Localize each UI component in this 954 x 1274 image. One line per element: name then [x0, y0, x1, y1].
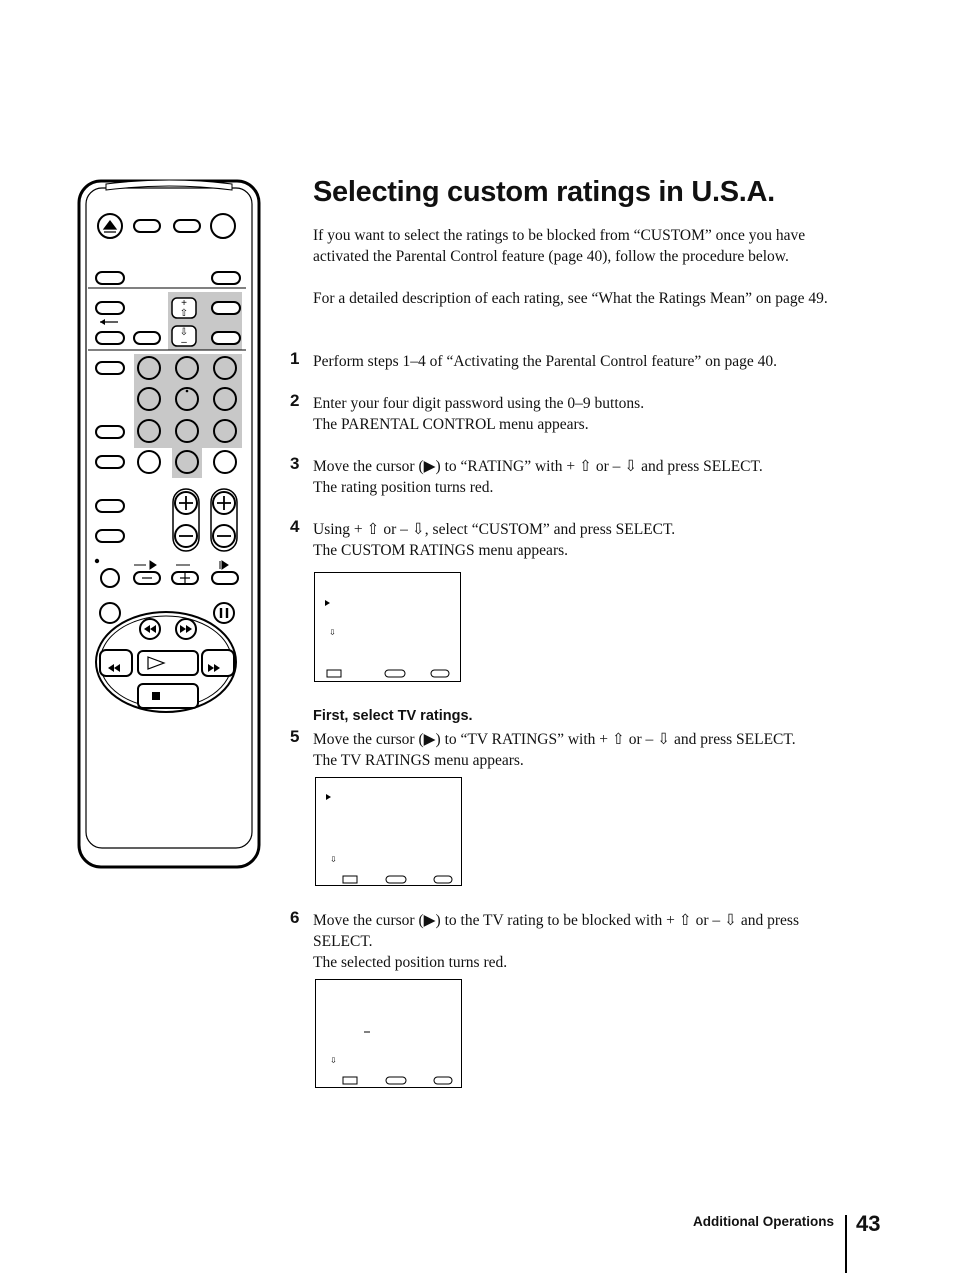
- step-4-text: Using + ⇧ or – ⇩, select “CUSTOM” and press SELECT.: [313, 521, 676, 538]
- screen-glyphs: [316, 778, 461, 885]
- step-1-text: Perform steps 1–4 of “Activating the Parental Control feature” on page 40.: [313, 353, 778, 370]
- page-number: 43: [856, 1211, 881, 1236]
- screen-glyphs: [315, 573, 460, 681]
- step-4-number: 4: [290, 517, 300, 536]
- tv-ratings-menu-screen: [315, 777, 462, 886]
- intro-paragraph-2: For a detailed description of each rating, see “What the Ratings Mean” on page 49.: [313, 290, 828, 307]
- svg-text:⇩: ⇩: [330, 855, 337, 864]
- svg-text:–: –: [181, 337, 187, 348]
- step-2-text: Enter your four digit password using the 0–9 buttons.: [313, 395, 645, 412]
- step-6-number: 6: [290, 908, 300, 927]
- svg-text:+: +: [181, 298, 187, 309]
- step-2-result: The PARENTAL CONTROL menu appears.: [313, 416, 589, 433]
- step-3-text: Move the cursor (▶) to “RATING” with + ⇧ or – ⇩ and press SELECT.: [313, 458, 763, 475]
- step-5-number: 5: [290, 727, 300, 746]
- step-1-number: 1: [290, 349, 300, 368]
- step-5-text: Move the cursor (▶) to “TV RATINGS” with + ⇧ or – ⇩ and press SELECT.: [313, 731, 796, 748]
- footer-divider: [845, 1215, 847, 1273]
- tv-ratings-selected-screen: [315, 979, 462, 1088]
- page-title: Selecting custom ratings in U.S.A.: [313, 176, 775, 208]
- svg-text:⇧: ⇧: [179, 308, 189, 319]
- step-2-number: 2: [290, 391, 300, 410]
- step-3-result: The rating position turns red.: [313, 479, 494, 496]
- step-6-text: Move the cursor (▶) to the TV rating to be blocked with + ⇧ or – ⇩ and press SELECT.: [313, 912, 799, 950]
- section-label: Additional Operations: [692, 1214, 834, 1229]
- intro-paragraph-1: If you want to select the ratings to be blocked from “CUSTOM” once you have activated the Parental Control feature (page 40), follow the procedure below.: [313, 227, 806, 265]
- remote-control-illustration: [76, 178, 262, 870]
- step-5-result: The TV RATINGS menu appears.: [313, 752, 524, 769]
- step-4-result: The CUSTOM RATINGS menu appears.: [313, 542, 569, 559]
- subheading-first-select-tv-ratings: First, select TV ratings.: [313, 708, 473, 724]
- svg-text:⇩: ⇩: [330, 1056, 337, 1065]
- screen-glyphs: [316, 980, 461, 1087]
- svg-text:⇩: ⇩: [179, 327, 189, 338]
- step-3-number: 3: [290, 454, 300, 473]
- svg-text:⇩: ⇩: [329, 628, 336, 637]
- custom-ratings-menu-screen: [314, 572, 461, 682]
- step-6-result: The selected position turns red.: [313, 954, 508, 971]
